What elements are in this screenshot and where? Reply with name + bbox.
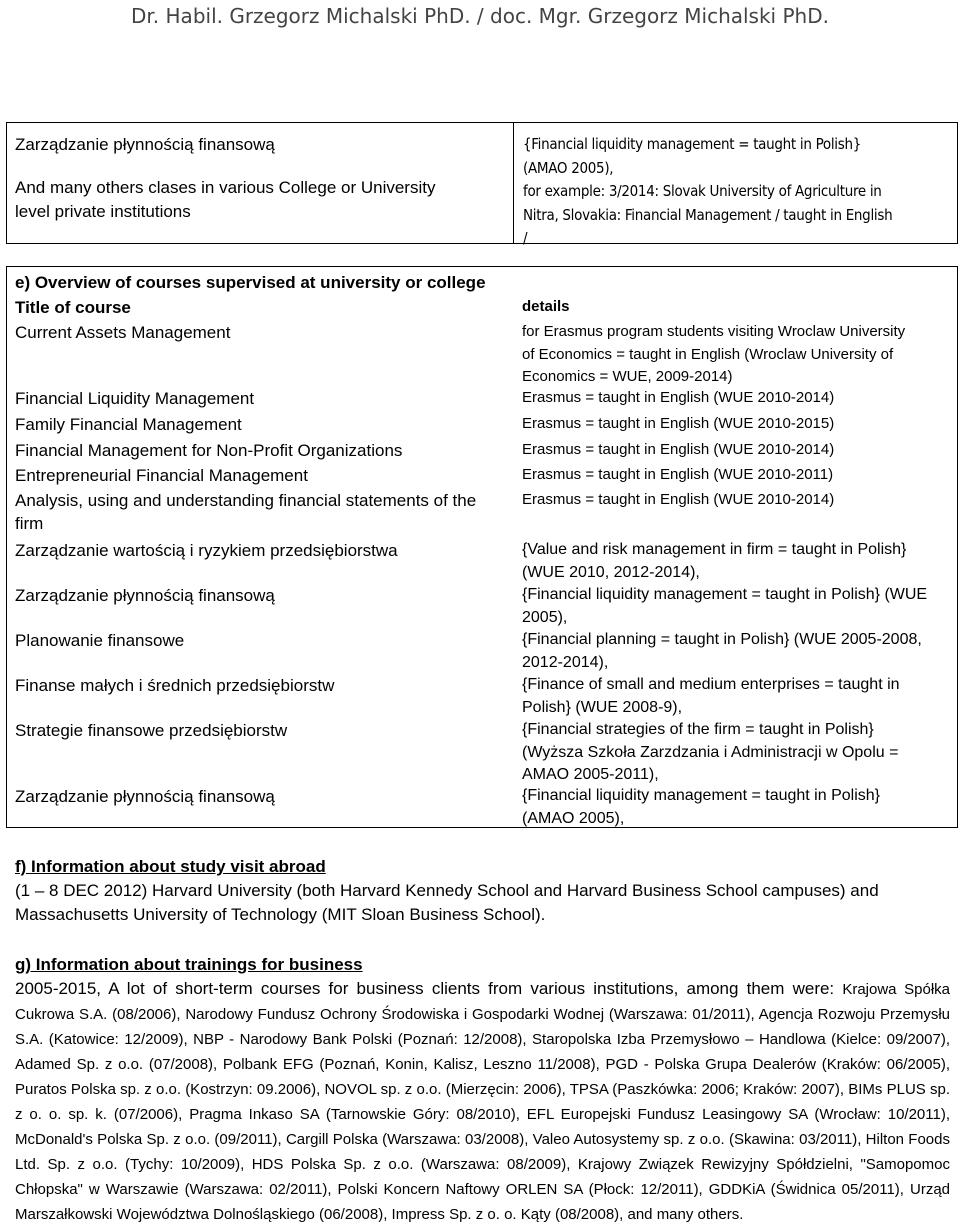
top-left-line: Zarządzanie płynnością finansową (15, 135, 275, 154)
course-details (522, 321, 952, 389)
details-line: 2005), (522, 608, 568, 626)
details-line: Erasmus = taught in English (WUE 2010-2014) (522, 491, 835, 508)
details-line: (Wyższa Szkoła Zarzdzania i Administracji w Opolu = (522, 743, 899, 761)
course-title: Analysis, using and understanding financial statements of the firm (15, 491, 477, 533)
course-title: Entrepreneurial Financial Management (15, 466, 308, 485)
course-title: Zarządzanie płynnością finansową (15, 586, 275, 605)
trainings-section (15, 953, 950, 1227)
top-right-line: (AMAO 2005), (523, 158, 614, 177)
top-table (6, 122, 958, 247)
top-table-left-cell (7, 123, 514, 243)
section-title-courses: e) Overview of courses supervised at university or college (15, 273, 486, 292)
trainings-lead: 2005-2015, A lot of short-term courses for business clients from various institutions, among them were: (15, 979, 835, 998)
details-line: {Finance of small and medium enterprises = taught in (522, 676, 900, 693)
details-line: (WUE 2010, 2012-2014), (522, 563, 700, 581)
details-line: {Financial strategies of the firm = taught in Polish} (522, 721, 874, 738)
courses-table (6, 266, 958, 828)
course-title: Financial Liquidity Management (15, 389, 255, 408)
details-line: AMAO 2005-2011), (522, 766, 659, 783)
course-title: Finanse małych i średnich przedsiębiorstw (15, 676, 335, 695)
page-header: Dr. Habil. Grzegorz Michalski PhD. / doc. Mgr. Grzegorz Michalski PhD. (131, 4, 829, 28)
course-details (522, 439, 952, 462)
trainings-list: Krajowa Spółka Cukrowa S.A. (08/2006), Narodowy Fundusz Ochrony Środowiska i Gospodarki Wodnej (Warszawa: 01/2011), Agencja Rozwoju Przemysłu S.A. (Katowice: 12/2009), NBP - Narodowy Bank Polski (Poznań: 12/2008), Staropolska Izba Przemysłowo – Handlowa (Kielce: 09/2007), Adamed Sp. z o.o. (07/2008), Polbank EFG (Poznań, Konin, Kalisz, Leszno 11/2008), PGD - Polska Grupa Dealerów (Kraków: 06/2005), Puratos Polska sp. z o.o. (Kostrzyn: 09.2006), NOVOL sp. z o.o. (Mierzęcin: 2006), TPSA (Paszkówka: 2006; Kraków: 2007), BIMs PLUS sp. z o. o. sp. k. (07/2006), Pragma Inkaso SA (Tarnowskie Góry: 08/2010), EFL Europejski Fundusz Leasingowy SA (Wrocław: 10/2011), McDonald's Polska Sp. z o.o. (09/2011), Cargill Polska (Warszawa: 03/2008), Valeo Autosystemy sp. z o.o. (Skawina: 03/2011), Hilton Foods Ltd. Sp. z o.o. (Tychy: 10/2009), HDS Polska Sp. z o.o. (Warszawa: 08/2009), Krajowy Związek Rewizyjny Spółdzielni, "Samopomoc Chłopska" w Warszawie (Warszawa: 02/2011), Polski Koncern Naftowy ORLEN SA (Płock: 12/2011), GDDKiA (Świdnica 05/2011), Urząd Marszałkowski Województwa Dolnośląskiego (06/2008), Impress Sp. z o. o. Kąty (08/2008), and many others. (15, 981, 950, 1223)
top-right-line: for example: 3/2014: Slovak University of Agriculture in (523, 182, 882, 200)
details-line: (AMAO 2005), (522, 809, 625, 827)
details-line: of Economics = taught in English (Wroclaw University of (522, 345, 894, 363)
course-details (522, 674, 952, 719)
course-title: Zarządzanie płynnością finansową (15, 787, 275, 806)
study-visit-section (15, 855, 950, 927)
details-line: Erasmus = taught in English (WUE 2010-2011) (522, 466, 834, 483)
course-title: Family Financial Management (15, 415, 242, 434)
details-line: Polish} (WUE 2008-9), (522, 698, 683, 716)
course-details (522, 489, 952, 512)
top-right-line: {Financial liquidity management = taught in Polish} (523, 135, 862, 153)
course-title: Strategie finansowe przedsiębiorstw (15, 721, 288, 740)
course-details (522, 584, 952, 629)
course-details (522, 719, 952, 787)
column-header-title: Title of course (15, 298, 131, 317)
top-right-line: Nitra, Slovakia: Financial Management / taught in English (523, 205, 893, 224)
study-visit-heading: f) Information about study visit abroad (15, 857, 326, 876)
trainings-text (15, 977, 950, 1227)
details-line: 2012-2014), (522, 653, 609, 671)
course-title: Current Assets Management (15, 323, 231, 342)
course-title: Zarządzanie wartością i ryzykiem przedsiębiorstwa (15, 541, 398, 560)
details-line: Erasmus = taught in English (WUE 2010-2014) (522, 389, 835, 406)
details-line: {Financial liquidity management = taught in Polish} (522, 787, 880, 804)
course-title: Financial Management for Non-Profit Organizations (15, 441, 403, 460)
details-line: {Financial planning = taught in Polish} (WUE 2005-2008, (522, 631, 922, 648)
top-left-line: level private institutions (15, 202, 191, 221)
top-right-line: / (523, 229, 528, 247)
top-left-line: And many others clases in various College or University (15, 178, 436, 197)
details-line: for Erasmus program students visiting Wroclaw University (522, 323, 906, 340)
course-details (522, 387, 952, 410)
trainings-heading: g) Information about trainings for business (15, 955, 363, 974)
details-line: {Financial liquidity management = taught in Polish} (WUE (522, 586, 928, 603)
details-line: {Value and risk management in firm = taught in Polish} (522, 541, 907, 558)
course-details (522, 785, 952, 830)
details-line: Economics = WUE, 2009-2014) (522, 368, 733, 385)
course-title: Planowanie finansowe (15, 631, 185, 650)
course-details (522, 539, 952, 584)
details-line: Erasmus = taught in English (WUE 2010-2014) (522, 441, 835, 458)
course-details (522, 629, 952, 674)
details-line: Erasmus = taught in English (WUE 2010-2015) (522, 415, 835, 432)
course-details (522, 413, 952, 436)
course-details (522, 464, 952, 487)
study-visit-text: (1 – 8 DEC 2012) Harvard University (both Harvard Kennedy School and Harvard Business School campuses) and Massachusetts University of Technology (MIT Sloan Business School). (15, 881, 879, 924)
column-header-details: details (522, 298, 570, 315)
top-table-right-cell (514, 123, 957, 247)
